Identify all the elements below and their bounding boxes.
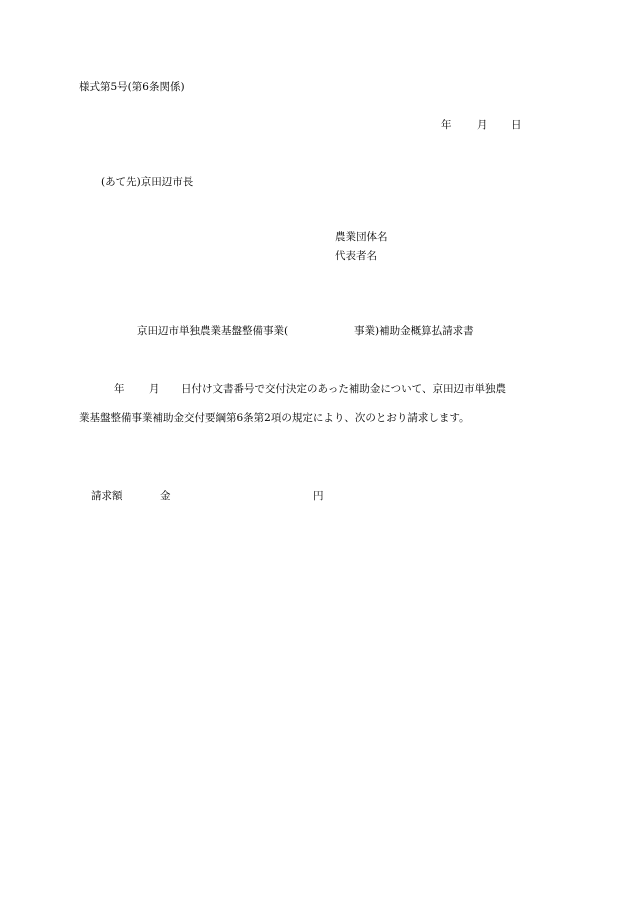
date-day: 日 <box>511 119 522 131</box>
claim-kin: 金 <box>160 490 171 502</box>
document-title-pre: 京田辺市単独農業基盤整備事業( <box>137 325 289 337</box>
body-line-1: 日付け文書番号で交付決定のあった補助金について、京田辺市単独農 <box>181 383 506 395</box>
form-number: 様式第5号(第6条関係) <box>79 81 185 93</box>
claim-amount-label: 請求額 <box>91 490 123 502</box>
document-title-post: 事業)補助金概算払請求書 <box>354 325 474 337</box>
claim-yen: 円 <box>313 490 324 502</box>
body-line-2: 業基盤整備事業補助金交付要綱第6条第2項の規定により、次のとおり請求します。 <box>79 412 470 424</box>
date-month: 月 <box>477 119 488 131</box>
date-year: 年 <box>441 119 452 131</box>
org-name-label: 農業団体名 <box>335 231 388 243</box>
body-year: 年 <box>114 383 125 395</box>
representative-label: 代表者名 <box>335 250 377 262</box>
addressee: (あて先)京田辺市長 <box>101 176 194 188</box>
body-month: 月 <box>149 383 160 395</box>
